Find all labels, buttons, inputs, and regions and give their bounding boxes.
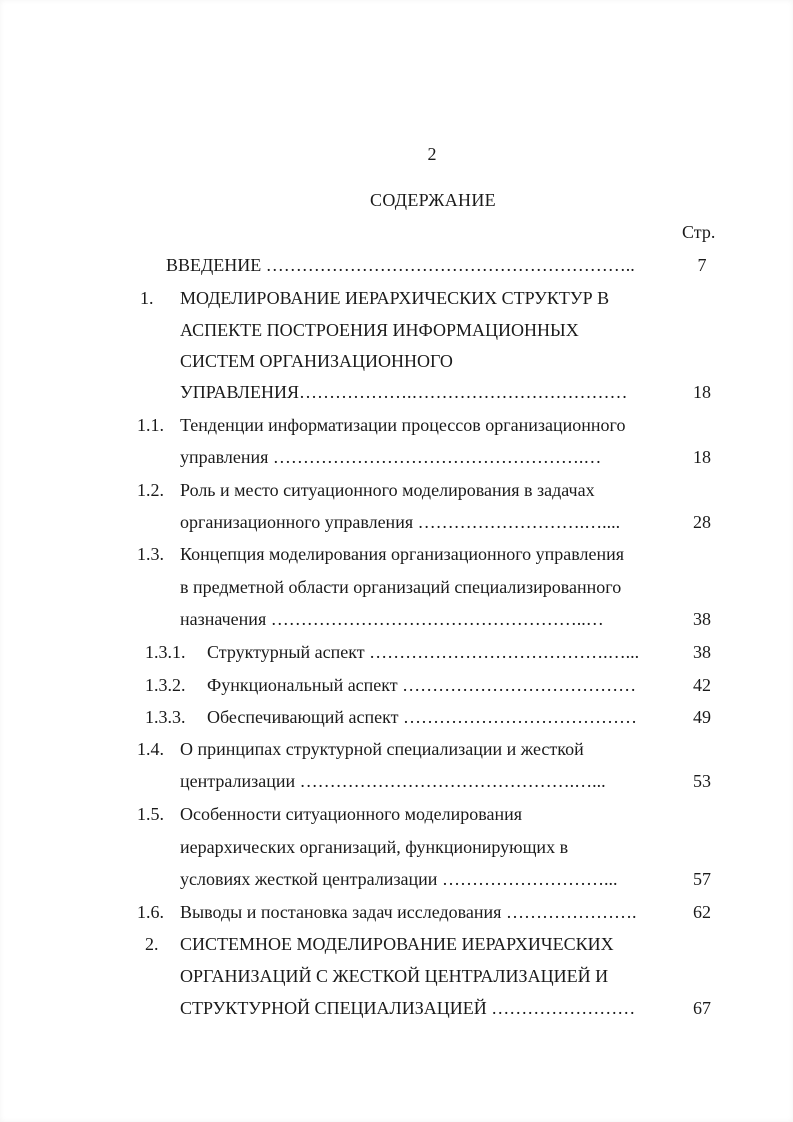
- toc-entry-number: 1.3.2.: [145, 675, 186, 695]
- toc-entry-text: АСПЕКТЕ ПОСТРОЕНИЯ ИНФОРМАЦИОННЫХ: [180, 320, 579, 340]
- toc-entry-number: 1.6.: [137, 902, 164, 922]
- toc-entry-text: СТРУКТУРНОЙ СПЕЦИАЛИЗАЦИЕЙ ……………………: [180, 998, 636, 1018]
- toc-entry-number: 1.5.: [137, 804, 164, 824]
- toc-entry-text: Роль и место ситуационного моделирования в задачах: [180, 480, 595, 500]
- page-number: 2: [427, 144, 437, 164]
- toc-entry-text: СИСТЕМНОЕ МОДЕЛИРОВАНИЕ ИЕРАРХИЧЕСКИХ: [180, 934, 614, 954]
- page-title: СОДЕРЖАНИЕ: [370, 190, 496, 210]
- toc-entry-text: управления …………………………………………….…: [180, 447, 602, 467]
- toc-entry-page: 18: [693, 447, 711, 467]
- toc-entry-page: 49: [693, 707, 711, 727]
- toc-entry-text: организационного управления ……………………….…....: [180, 512, 621, 532]
- toc-entry-number: 1.4.: [137, 739, 164, 759]
- toc-entry-page: 62: [693, 902, 711, 922]
- toc-entry-text: Тенденции информатизации процессов организационного: [180, 415, 626, 435]
- toc-entry-text: Особенности ситуационного моделирования: [180, 804, 522, 824]
- toc-entry-text: ВВЕДЕНИЕ ……………………………………………………..: [166, 255, 635, 275]
- toc-entry-text: в предметной области организаций специализированного: [180, 577, 622, 597]
- toc-entry-page: 18: [693, 382, 711, 402]
- toc-entry-text: МОДЕЛИРОВАНИЕ ИЕРАРХИЧЕСКИХ СТРУКТУР В: [180, 288, 610, 308]
- toc-entry-text: Структурный аспект ………………………………….…...: [207, 642, 640, 662]
- toc-entry-number: 1.2.: [137, 480, 164, 500]
- toc-entry-text: централизации ……………………………………….…...: [180, 771, 606, 791]
- toc-entry-page: 42: [693, 675, 711, 695]
- toc-entry-text: О принципах структурной специализации и жесткой: [180, 739, 584, 759]
- page-column-header: Стр.: [682, 222, 716, 242]
- toc-entry-text: условиях жесткой централизации ………………………...: [180, 869, 618, 889]
- toc-entry-number: 1.3.3.: [145, 707, 186, 727]
- toc-entry-text: Выводы и постановка задач исследования ………………….: [180, 902, 637, 922]
- toc-entry-number: 1.: [140, 288, 154, 308]
- toc-entry-page: 38: [693, 609, 711, 629]
- toc-entry-text: Обеспечивающий аспект …………………………………: [207, 707, 638, 727]
- toc-entry-page: 38: [693, 642, 711, 662]
- toc-entry-page: 7: [697, 255, 707, 275]
- toc-entry-number: 1.1.: [137, 415, 164, 435]
- toc-entry-text: назначения ……………………………………………..…: [180, 609, 604, 629]
- toc-entry-page: 53: [693, 771, 711, 791]
- toc-entry-number: 2.: [145, 934, 159, 954]
- toc-entry-text: Функциональный аспект …………………………………: [207, 675, 637, 695]
- toc-entry-text: СИСТЕМ ОРГАНИЗАЦИОННОГО: [180, 351, 453, 371]
- toc-entry-text: ОРГАНИЗАЦИЙ С ЖЕСТКОЙ ЦЕНТРАЛИЗАЦИЕЙ И: [180, 966, 609, 986]
- toc-entry-page: 57: [693, 869, 711, 889]
- toc-entry-number: 1.3.: [137, 544, 164, 564]
- toc-entry-text: УПРАВЛЕНИЯ……………….………………………………: [180, 382, 628, 402]
- toc-entry-number: 1.3.1.: [145, 642, 186, 662]
- toc-entry-text: Концепция моделирования организационного управления: [180, 544, 625, 564]
- toc-entry-page: 28: [693, 512, 711, 532]
- toc-entry-text: иерархических организаций, функционирующих в: [180, 837, 569, 857]
- toc-entry-page: 67: [693, 998, 711, 1018]
